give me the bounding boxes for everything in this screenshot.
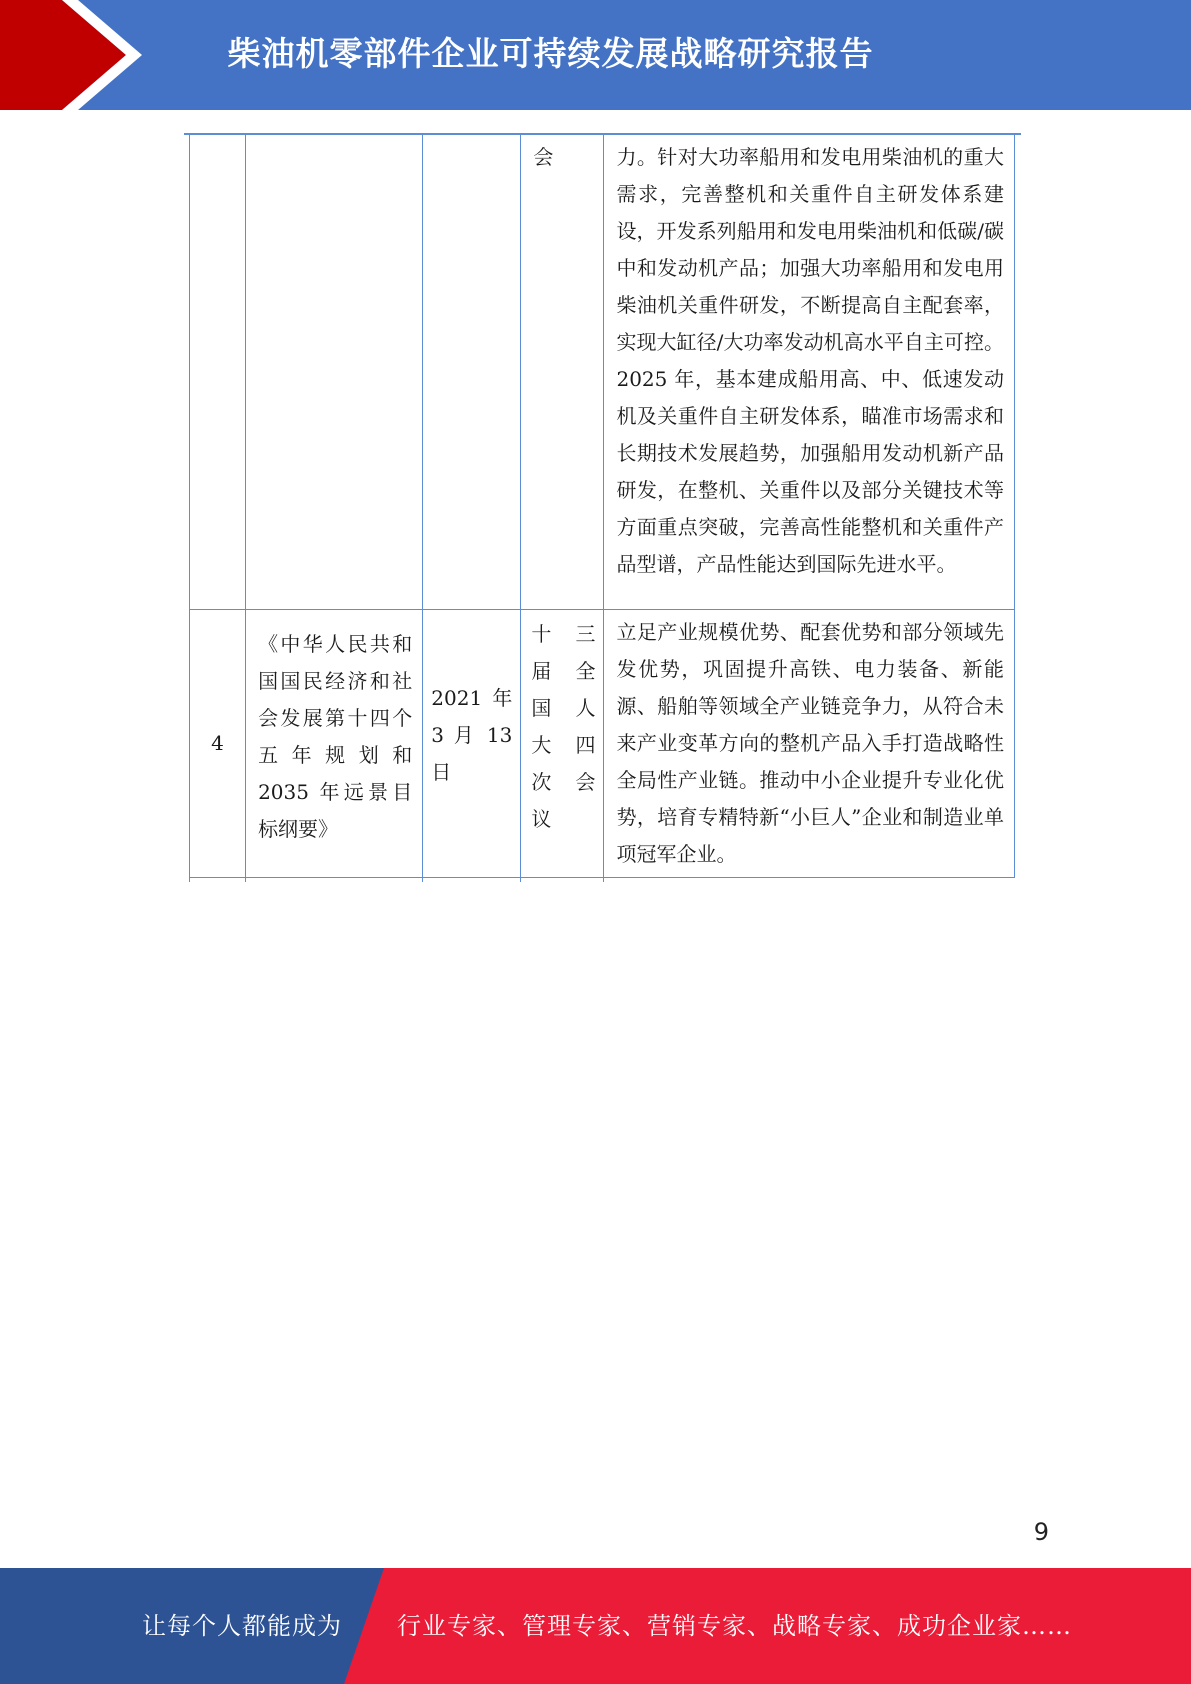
header-banner [0, 0, 1191, 110]
document-name-cell [246, 610, 423, 878]
report-title: 柴油机零部件企业可持续发展战略研究报告 [227, 34, 874, 73]
issuing-body-cell [521, 135, 604, 610]
table-row-continuation [190, 878, 1015, 883]
chevron-arrow-icon [0, 0, 160, 110]
issuing-body-text: 十 三 届 全 国 人 大 四 次 会 议 [531, 622, 596, 831]
policy-table [189, 134, 1015, 882]
content-cell [604, 135, 1015, 610]
row-number-cell [190, 135, 246, 610]
table-row [190, 135, 1015, 610]
footer-banner [0, 1568, 1191, 1684]
issue-date-cell [423, 610, 521, 878]
issuing-body-cell [521, 610, 604, 878]
issue-date-text: 2021 年 3 月 13 日 [431, 686, 513, 784]
document-name-text: 《中华人民共和国国民经济和社会发展第十四个五年规划和 2035 年远景目标纲要》 [258, 632, 413, 841]
issuing-body-text: 会 [533, 145, 554, 169]
content-text: 立足产业规模优势、配套优势和部分领域先发优势，巩固提升高铁、电力装备、新能源、船舶等领域全产业链竞争力，从符合未来产业变革方向的整机产品入手打造战略性全局性产业链。推动中小企业提升专业化优势，培育专精特新“小巨人”企业和制造业单项冠军企业。 [616, 620, 1004, 866]
footer-slogan-right: 行业专家、管理专家、营销专家、战略专家、成功企业家…… [397, 1612, 1072, 1640]
row-number-cell: 4 [190, 610, 246, 878]
content-text: 力。针对大功率船用和发电用柴油机的重大需求，完善整机和关重件自主研发体系建设，开发系列船用和发电用柴油机和低碳/碳中和发动机产品；加强大功率船用和发电用柴油机关重件研发，不断提高自主配套率，实现大缸径/大功率发动机高水平自主可控。2025 年，基本建成船用高、中、低速发动机及关重件自主研发体系，瞄准市场需求和长期技术发展趋势，加强船用发动机新产品研发，在整机、关重件以及部分关键技术等方面重点突破，完善高性能整机和关重件产品型谱，产品性能达到国际先进水平。 [616, 145, 1004, 576]
page-number: 9 [1033, 1518, 1049, 1546]
table-row [190, 610, 1015, 878]
issue-date-cell [423, 135, 521, 610]
document-name-cell [246, 135, 423, 610]
footer-slogan-left: 让每个人都能成为 [142, 1612, 342, 1640]
content-cell [604, 610, 1015, 878]
